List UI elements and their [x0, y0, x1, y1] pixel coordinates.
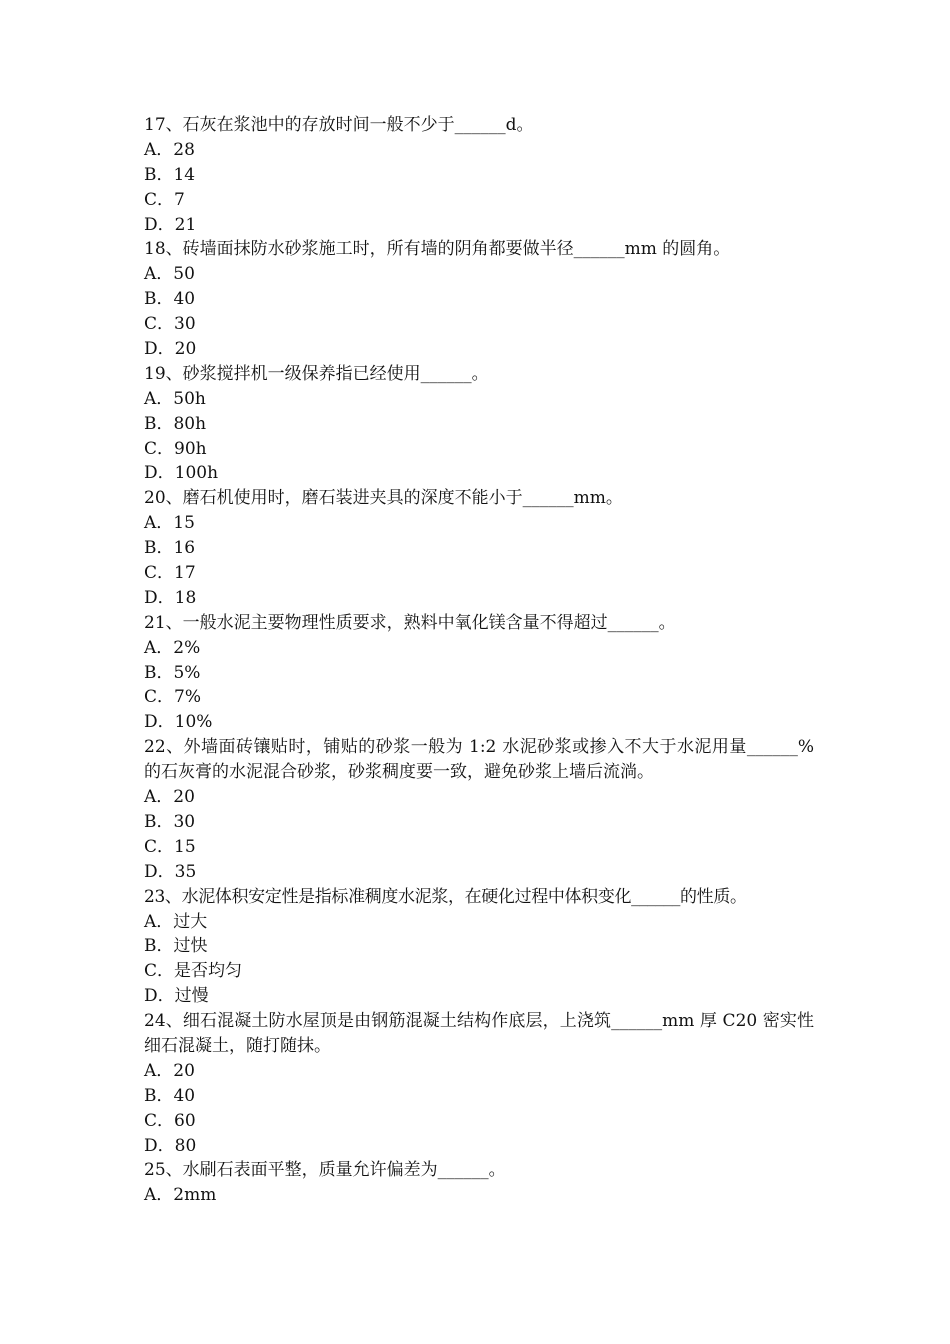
- question-23-option-a: A．过大: [144, 911, 208, 932]
- question-21-option-a: A．2%: [144, 637, 201, 658]
- question-21-option-c: C．7%: [144, 687, 201, 708]
- question-18-option-c: C．30: [144, 314, 196, 335]
- question-18-stem: 18、砖墙面抹防水砂浆施工时，所有墙的阴角都要做半径______mm 的圆角。: [144, 239, 731, 260]
- question-22-option-b: B．30: [144, 811, 196, 832]
- question-18-option-b: B．40: [144, 289, 196, 310]
- question-20-stem: 20、磨石机使用时，磨石装进夹具的深度不能小于______mm。: [144, 488, 623, 509]
- question-17-option-b: B．14: [144, 164, 196, 185]
- question-19-option-a: A．50h: [144, 388, 206, 409]
- question-20-option-a: A．15: [144, 513, 195, 534]
- question-22-stem: 22、外墙面砖镶贴时，铺贴的砂浆一般为 1:2 水泥砂浆或掺入不大于水泥用量______%的石灰膏的水泥混合砂浆，砂浆稠度要一致，避免砂浆上墙后流淌。: [144, 737, 814, 783]
- question-19-option-b: B．80h: [144, 413, 207, 434]
- question-17-option-d: D．21: [144, 214, 197, 235]
- question-24-option-a: A．20: [144, 1060, 195, 1081]
- question-20-option-c: C．17: [144, 563, 196, 584]
- question-23-option-d: D．过慢: [144, 986, 209, 1007]
- question-22-option-c: C．15: [144, 836, 196, 857]
- question-19-option-c: C．90h: [144, 438, 207, 459]
- question-21-option-b: B．5%: [144, 662, 201, 683]
- question-23-stem: 23、水泥体积安定性是指标准稠度水泥浆，在硬化过程中体积变化______的性质。: [144, 886, 747, 907]
- question-20-option-b: B．16: [144, 538, 196, 559]
- question-21-option-d: D．10%: [144, 712, 213, 733]
- question-18-option-d: D．20: [144, 339, 197, 360]
- question-20-option-d: D．18: [144, 587, 197, 608]
- question-list: [144, 113, 814, 1208]
- question-21-stem: 21、一般水泥主要物理性质要求，熟料中氧化镁含量不得超过______。: [144, 612, 676, 633]
- question-17-option-c: C．7: [144, 189, 185, 210]
- question-24-option-d: D．80: [144, 1135, 197, 1156]
- question-22-option-d: D．35: [144, 861, 197, 882]
- question-25-stem: 25、水刷石表面平整，质量允许偏差为______。: [144, 1160, 506, 1181]
- question-19-stem: 19、砂浆搅拌机一级保养指已经使用______。: [144, 363, 489, 384]
- question-24-stem: 24、细石混凝土防水屋顶是由钢筋混凝土结构作底层，上浇筑______mm 厚 C20 密实性细石混凝土，随打随抹。: [144, 1011, 814, 1056]
- question-23-option-c: C．是否均匀: [144, 961, 243, 982]
- question-23-option-b: B．过快: [144, 936, 208, 957]
- question-18-option-a: A．50: [144, 264, 195, 285]
- question-24-option-c: C．60: [144, 1110, 196, 1131]
- question-25-option-a: A．2mm: [144, 1185, 217, 1206]
- question-19-option-d: D．100h: [144, 463, 219, 484]
- question-17-option-a: A．28: [144, 139, 195, 160]
- question-24-option-b: B．40: [144, 1085, 196, 1106]
- question-22-option-a: A．20: [144, 787, 195, 808]
- question-17-stem: 17、石灰在浆池中的存放时间一般不少于______d。: [144, 115, 534, 135]
